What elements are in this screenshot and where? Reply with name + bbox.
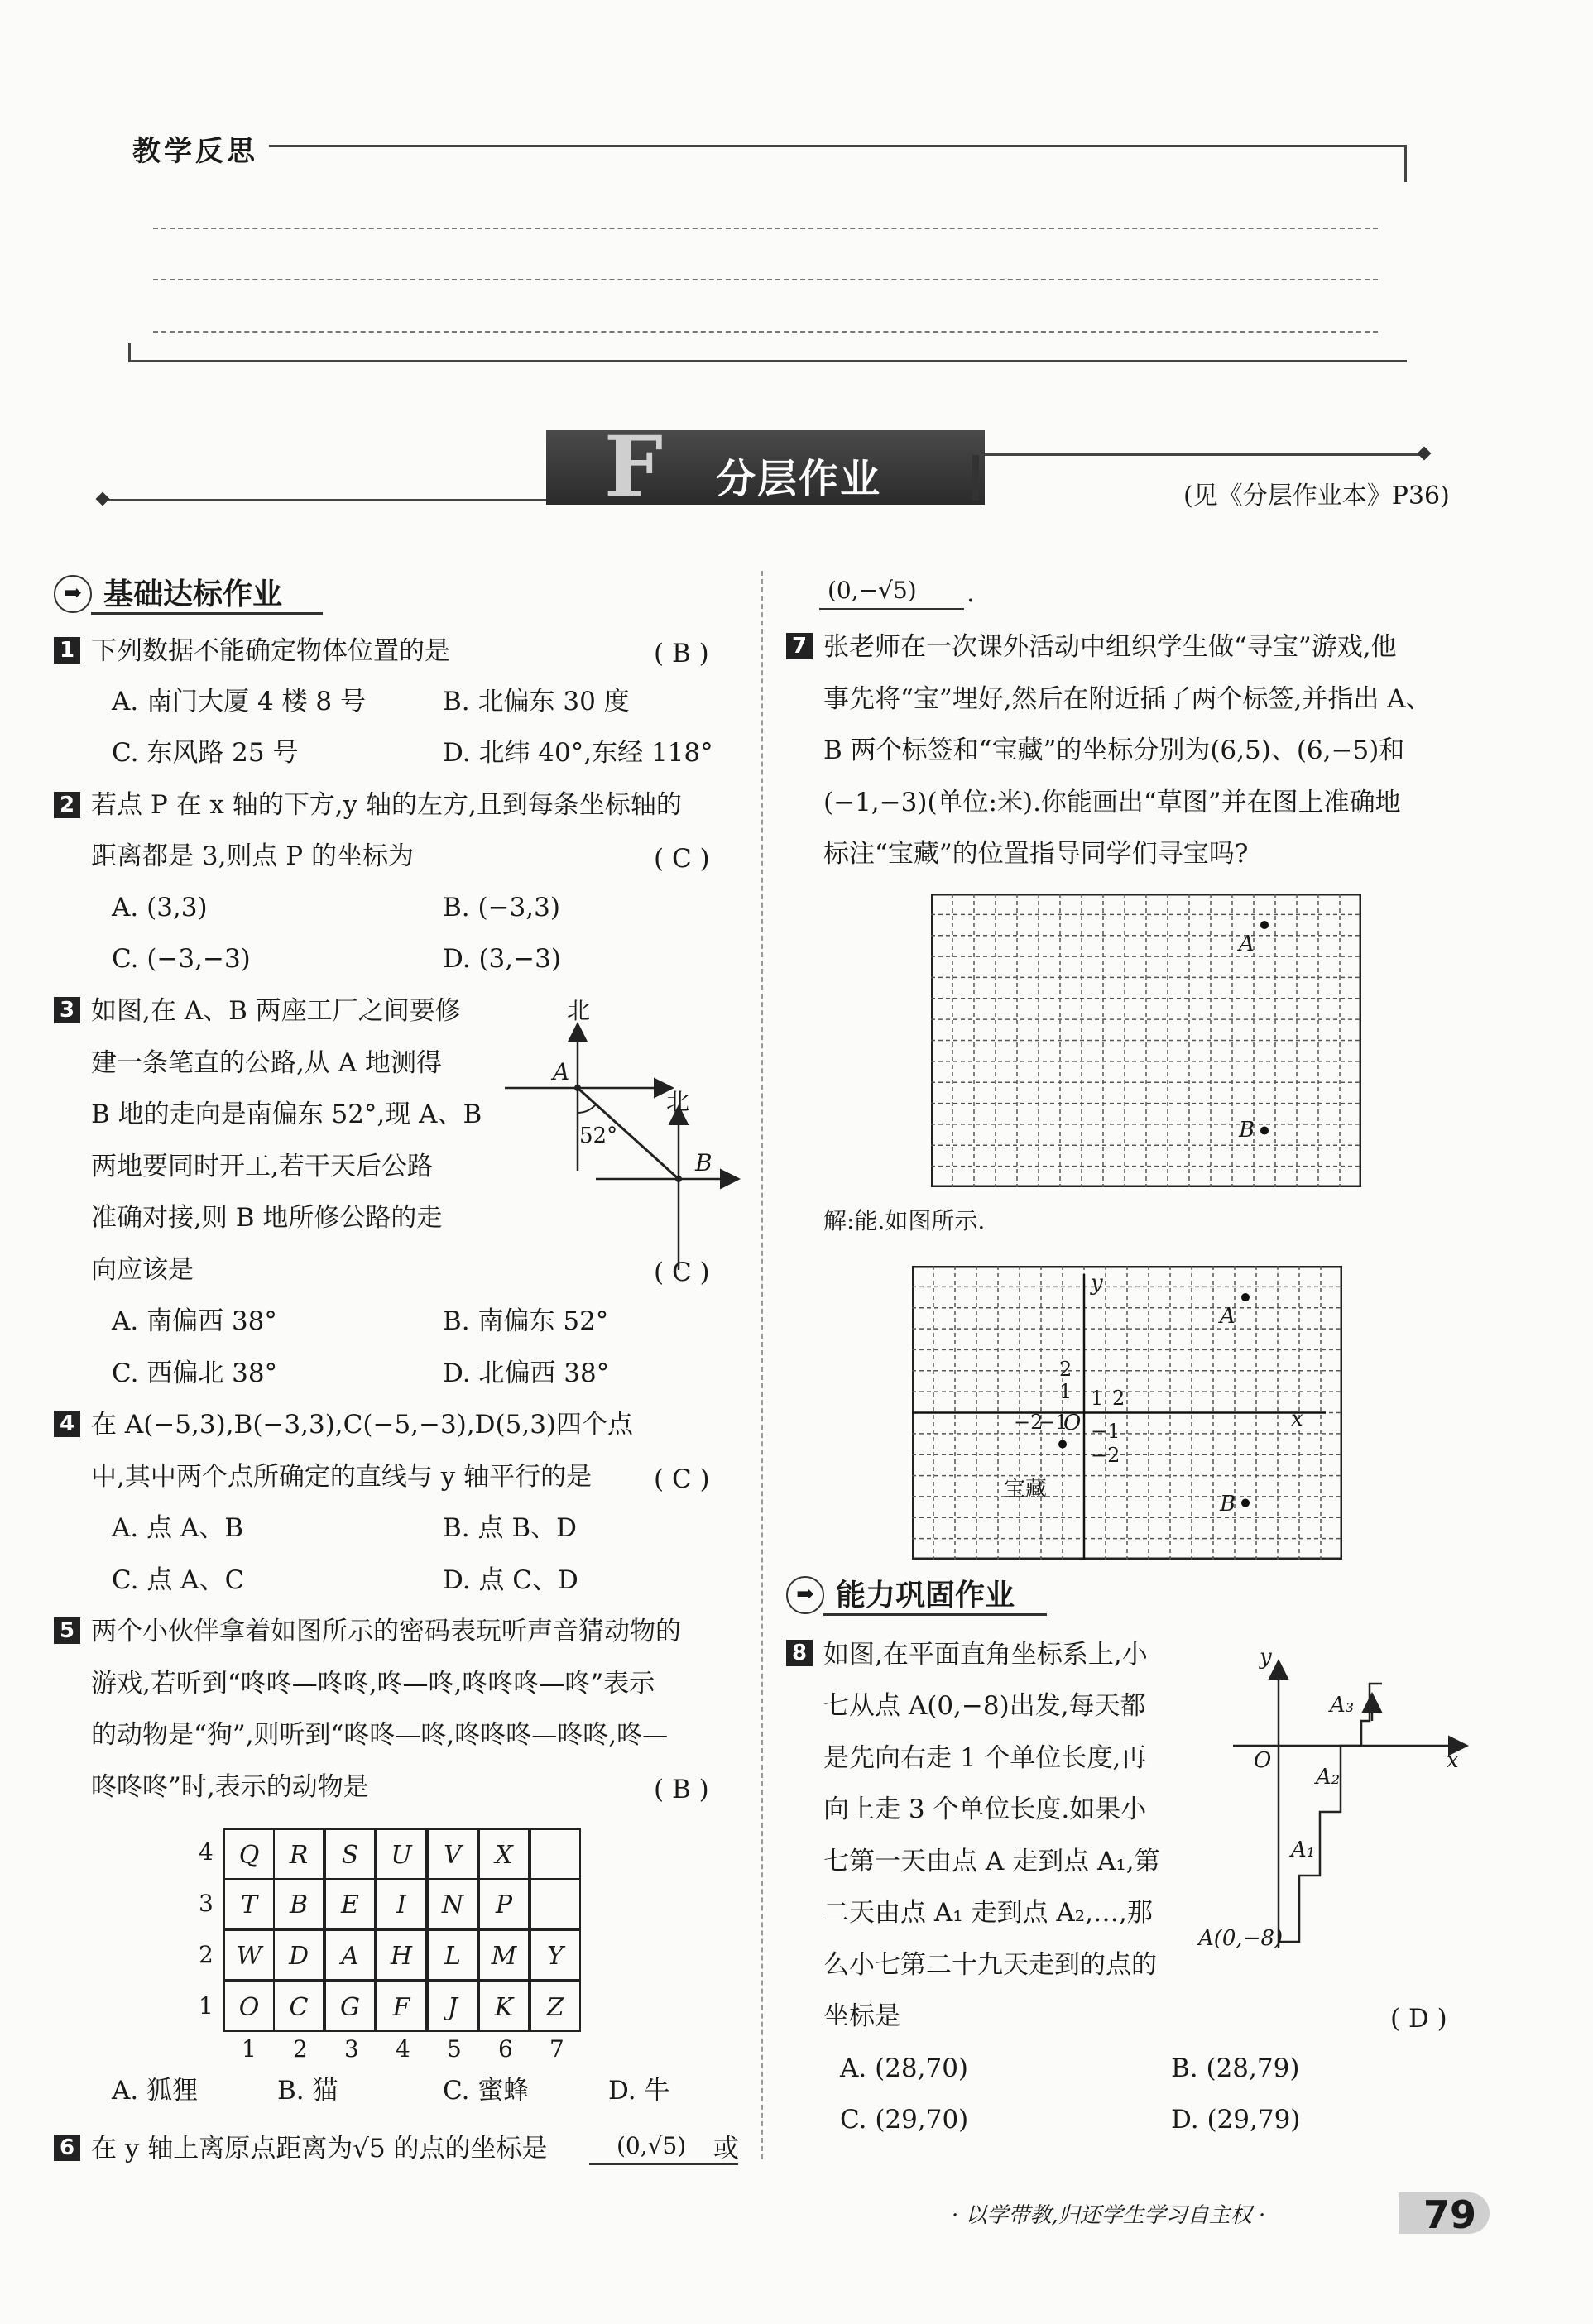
reflection-bottom-rule [128,360,1407,362]
q8-line-2: 七从点 A(0,−8)出发,每天都 [823,1691,1146,1721]
q8-line-1: 如图,在平面直角坐标系上,小 [823,1640,1148,1670]
q3-option-d: D. 北偏西 38° [443,1358,610,1388]
q2-option-a: A. (3,3) [112,893,208,922]
q3-line-4: 两地要同时开工,若干天后公路 [91,1152,433,1181]
point-b [1260,1127,1269,1135]
q8-line-6: 二天由点 A₁ 走到点 A₂,…,那 [823,1898,1153,1928]
cipher-cell: A [324,1929,376,1981]
q2-option-b: B. (−3,3) [443,893,560,922]
cipher-cell: R [273,1828,324,1880]
cipher-col-label: 6 [498,2035,513,2063]
q8-line-4: 向上走 3 个单位长度.如果小 [823,1795,1147,1824]
q3-option-a: A. 南偏西 38° [112,1306,277,1336]
q7-grid-question [931,894,1361,1187]
question-7 [786,633,813,659]
question-4 [54,1411,80,1437]
q5-option-c: C. 蜜蜂 [443,2076,530,2106]
cipher-cell: Z [530,1981,581,2032]
q1-option-b: B. 北偏东 30 度 [443,687,630,716]
q7-grid2-treasure-label: 宝藏 [1004,1477,1048,1502]
banner-letter: F [604,418,663,515]
section-basic: 基础达标作业 [103,577,283,611]
q7-grid2-ytick-neg2: −2 [1091,1444,1120,1467]
q4-option-a: A. 点 A、B [112,1513,244,1543]
q4-option-d: D. 点 C、D [443,1565,578,1595]
cipher-cell: M [478,1929,530,1981]
question-number: 3 [54,997,80,1023]
q2-option-d: D. (3,−3) [443,944,561,974]
cipher-cell [530,1878,581,1929]
banner-title: 分层作业 [716,456,882,502]
banner-dot-right [1418,447,1432,461]
question-2 [54,792,80,818]
question-number: 6 [54,2135,80,2161]
treasure-point [1058,1440,1067,1449]
question-3 [54,997,80,1023]
q3-point-b-label: B [695,1149,713,1176]
banner-dot-left [96,492,110,506]
reflection-left-tick [128,343,131,362]
q4-option-c: C. 点 A、C [112,1565,245,1595]
cipher-cell: B [273,1878,324,1929]
q7-grid2-xtick-neg1: −1 [1039,1411,1068,1434]
cipher-cell: T [223,1878,275,1929]
reflection-right-rule [1404,145,1407,182]
q2-answer: ( C ) [654,844,710,874]
section-basic-underline [91,612,323,615]
q3-option-b: B. 南偏东 52° [443,1306,609,1336]
section-ability-underline [823,1613,1047,1616]
q6-or: 或 [713,2134,739,2163]
q3-point-a-label: A [553,1058,570,1085]
q1-option-a: A. 南门大厦 4 楼 8 号 [112,687,366,716]
point-b [1241,1499,1250,1507]
q7-line-1: 张老师在一次课外活动中组织学生做“寻宝”游戏,他 [823,632,1397,662]
cipher-col-label: 7 [549,2035,564,2063]
q7-line-5: 标注“宝藏”的位置指导同学们寻宝吗? [823,839,1249,869]
q4-option-b: B. 点 B、D [443,1513,577,1543]
q4-line-2: 中,其中两个点所确定的直线与 y 轴平行的是 [91,1462,593,1492]
q8-fig-y-label: y [1260,1645,1272,1670]
q5-line-3: 的动物是“狗”,则听到“咚咚—咚,咚咚咚—咚咚,咚— [91,1720,669,1750]
q8-line-3: 是先向右走 1 个单位长度,再 [823,1743,1147,1773]
question-number: 2 [54,792,80,818]
cipher-row-label: 1 [199,1992,214,2020]
cipher-cell: C [273,1981,324,2032]
banner-end-bar [972,455,979,501]
q5-line-2: 游戏,若听到“咚咚—咚咚,咚—咚,咚咚咚—咚”表示 [91,1669,655,1699]
reflection-top-rule [269,145,1407,147]
reflection-line-1 [153,228,1378,229]
q6-blank-1 [589,2163,738,2165]
question-6 [54,2135,80,2161]
q6-blank-2 [819,608,964,610]
q7-grid2-xtick-1: 1 [1091,1387,1104,1410]
cipher-cell: H [376,1929,427,1981]
column-divider [761,571,763,2159]
cipher-cell: L [427,1929,478,1981]
question-5 [54,1617,80,1644]
q8-line-8: 坐标是 [823,2001,900,2031]
question-number: 8 [786,1640,813,1666]
question-number: 7 [786,633,813,659]
cipher-cell: D [273,1929,324,1981]
q3-direction-figure [488,997,753,1270]
cipher-cell: I [376,1878,427,1929]
q2-line-2: 距离都是 3,则点 P 的坐标为 [91,841,414,871]
q6-stem: 在 y 轴上离原点距离为√5 的点的坐标是 [91,2134,548,2163]
banner-reference: (见《分层作业本》P36) [1183,482,1450,510]
cipher-col-label: 4 [396,2035,410,2063]
q8-fig-origin-label: O [1254,1748,1272,1773]
question-number: 1 [54,637,80,664]
q5-answer: ( B ) [654,1775,709,1804]
q8-fig-a-label: A(0,−8) [1198,1926,1284,1951]
q6-end: . [967,578,975,608]
question-8 [786,1640,813,1666]
q7-grid1-point-a-label: A [1239,932,1255,956]
q3-north-label-1: 北 [567,997,591,1024]
q3-option-c: C. 西偏北 38° [112,1358,278,1388]
q6-answer-2: (0,−√5) [828,577,917,604]
q7-grid2-y-label: y [1091,1271,1103,1296]
banner-rule-right [985,453,1423,456]
q2-option-c: C. (−3,−3) [112,944,251,974]
q6-answer-1: (0,√5) [617,2132,687,2159]
q7-grid2-x-label: x [1291,1406,1303,1431]
q7-grid2-point-a-label: A [1220,1304,1236,1329]
cipher-grid [199,1828,583,2067]
q5-line-1: 两个小伙伴拿着如图所示的密码表玩听声音猜动物的 [91,1617,681,1646]
question-number: 5 [54,1617,80,1644]
q1-answer: ( B ) [654,639,709,668]
section-ability: 能力巩固作业 [836,1579,1015,1612]
cipher-cell: F [376,1981,427,2032]
q7-grid2-xtick-2: 2 [1112,1387,1125,1410]
q7-line-3: B 两个标签和“宝藏”的坐标分别为(6,5)、(6,−5)和 [823,736,1405,765]
q8-option-a: A. (28,70) [840,2053,969,2083]
cipher-cell: V [427,1828,478,1880]
q3-angle-label: 52° [579,1124,618,1148]
q8-fig-x-label: x [1447,1748,1459,1773]
reflection-line-3 [153,331,1378,333]
q1-option-c: C. 东风路 25 号 [112,738,299,768]
cipher-col-label: 3 [344,2035,359,2063]
point-a [1260,921,1269,929]
q3-north-label-2: 北 [666,1088,690,1115]
q5-option-a: A. 狐狸 [112,2076,199,2106]
point-a [1241,1293,1250,1301]
cipher-cell: W [223,1929,275,1981]
cipher-cell: S [324,1828,376,1880]
q1-stem: 下列数据不能确定物体位置的是 [91,636,450,666]
cipher-cell: U [376,1828,427,1880]
footer-slogan: · 以学带教,归还学生学习自主权 · [952,2203,1266,2228]
q7-grid1-point-b-label: B [1239,1118,1255,1143]
cipher-cell: O [223,1981,275,2032]
q1-option-d: D. 北纬 40°,东经 118° [443,738,713,768]
cipher-row-label: 2 [199,1941,214,1968]
q3-answer: ( C ) [654,1258,710,1287]
q7-grid2-ytick-2: 2 [1059,1358,1072,1381]
cipher-cell: N [427,1878,478,1929]
cipher-cell [530,1828,581,1880]
q3-line-6: 向应该是 [91,1255,194,1285]
page-number: 79 [1423,2192,1477,2237]
cipher-cell: Q [223,1828,275,1880]
cipher-col-label: 5 [447,2035,462,2063]
q5-option-d: D. 牛 [608,2076,670,2106]
cipher-cell: E [324,1878,376,1929]
q8-option-c: C. (29,70) [840,2105,969,2135]
cipher-cell: X [478,1828,530,1880]
q5-cipher-table [199,1828,583,2067]
q8-option-d: D. (29,79) [1171,2105,1301,2135]
reflection-label: 教学反思 [132,135,258,168]
q7-solution: 解:能.如图所示. [823,1207,986,1234]
q2-line-1: 若点 P 在 x 轴的下方,y 轴的左方,且到每条坐标轴的 [91,790,682,820]
cipher-cell: G [324,1981,376,2032]
q3-line-5: 准确对接,则 B 地所修公路的走 [91,1203,443,1233]
q3-line-3: B 地的走向是南偏东 52°,现 A、B [91,1100,482,1129]
q8-fig-a1-label: A₁ [1291,1838,1316,1862]
question-1 [54,637,80,664]
cipher-col-label: 2 [293,2035,308,2063]
q8-line-7: 么小七第二十九天走到的点的 [823,1950,1157,1980]
q7-grid2-xtick-neg2: −2 [1014,1411,1044,1434]
q5-option-b: B. 猫 [277,2076,338,2106]
cipher-cell: P [478,1878,530,1929]
q8-fig-a3-label: A₃ [1330,1693,1355,1718]
q7-grid2-ytick-1: 1 [1059,1380,1072,1403]
q3-line-1: 如图,在 A、B 两座工厂之间要修 [91,996,461,1026]
section-arrow-icon: ➡ [54,575,92,613]
q8-fig-a2-label: A₂ [1316,1765,1341,1790]
reflection-line-2 [153,279,1378,280]
q7-line-2: 事先将“宝”埋好,然后在附近插了两个标签,并指出 A、 [823,684,1432,714]
q7-grid2-point-b-label: B [1220,1492,1236,1517]
cipher-cell: J [427,1981,478,2032]
cipher-row-label: 4 [199,1838,214,1866]
q7-grid-solution [912,1266,1342,1560]
q7-grid2-origin-label: O [1063,1411,1082,1435]
q8-option-b: B. (28,79) [1171,2053,1300,2083]
cipher-cell: K [478,1981,530,2032]
q4-answer: ( C ) [654,1464,710,1494]
q3-line-2: 建一条笔直的公路,从 A 地测得 [91,1048,442,1078]
q4-line-1: 在 A(−5,3),B(−3,3),C(−5,−3),D(5,3)四个点 [91,1410,634,1440]
cipher-col-label: 1 [242,2035,257,2063]
q8-answer: ( D ) [1390,2004,1447,2034]
section-arrow-icon: ➡ [786,1576,824,1614]
q8-staircase-figure [1208,1642,1481,1953]
q7-grid2-ytick-neg1: −1 [1091,1420,1120,1443]
cipher-cell: Y [530,1929,581,1981]
cipher-row-label: 3 [199,1890,214,1917]
q8-line-5: 七第一天由点 A 走到点 A₁,第 [823,1847,1160,1876]
question-number: 4 [54,1411,80,1437]
q7-line-4: (−1,−3)(单位:米).你能画出“草图”并在图上准确地 [823,788,1401,817]
q5-line-4: 咚咚咚”时,表示的动物是 [91,1772,369,1802]
